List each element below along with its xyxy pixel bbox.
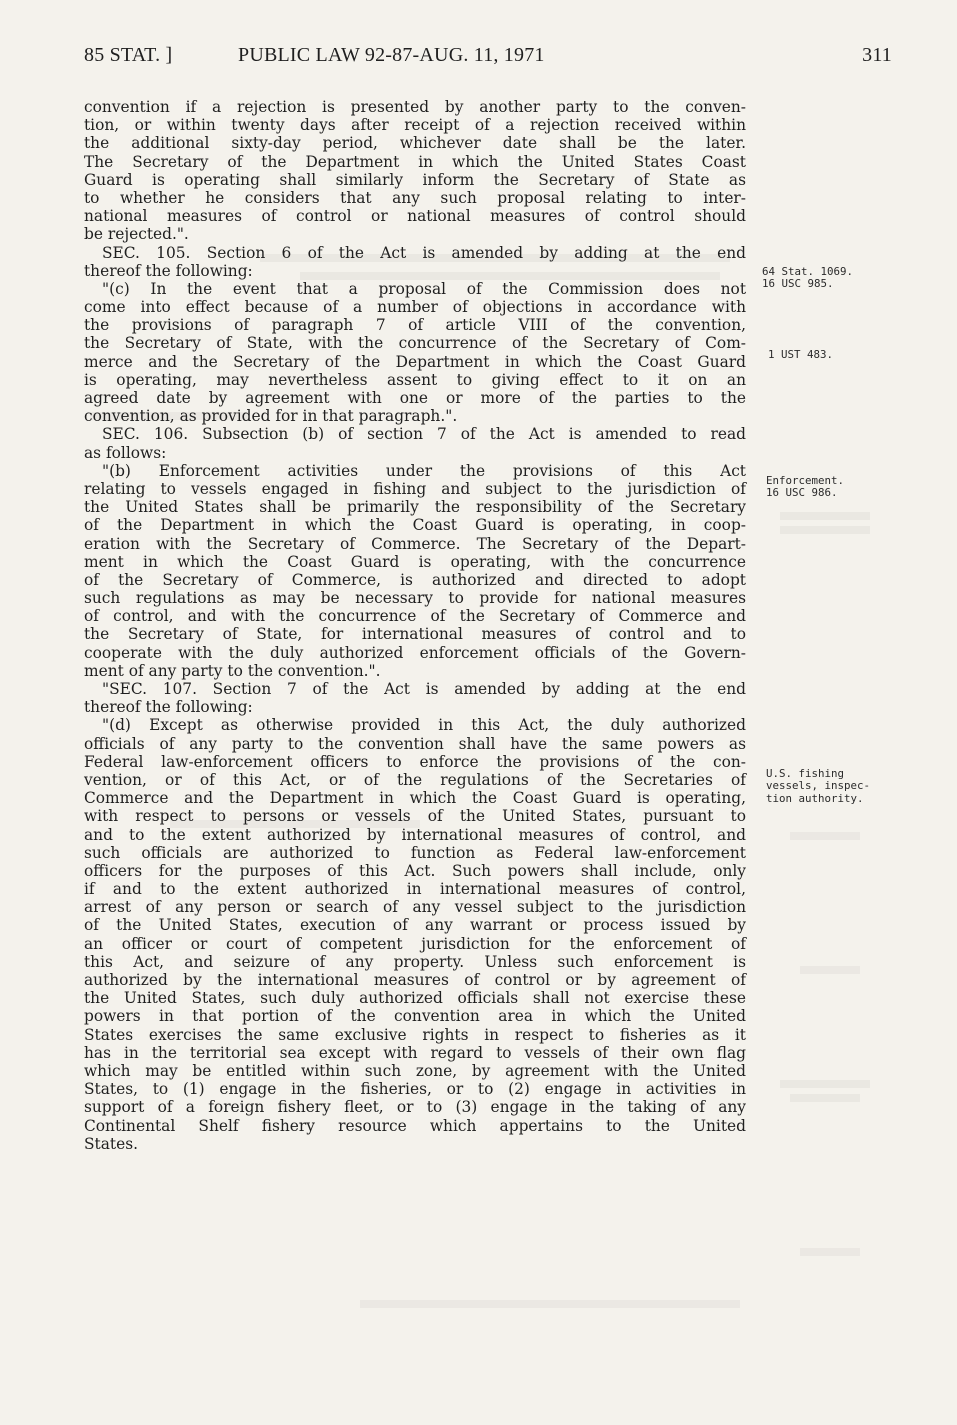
margin-note-line: Enforcement. bbox=[766, 474, 845, 487]
text-line: The Secretary of the Department in which the United States Coast bbox=[84, 152, 746, 171]
text-line: this Act, and seizure of any property. Unless such enforcement is bbox=[84, 952, 746, 971]
text-line: Federal law-enforcement officers to enforce the provisions of the con- bbox=[84, 752, 746, 771]
text-line: cooperate with the duly authorized enforcement officials of the Govern- bbox=[84, 643, 746, 662]
margin-note-stat-1069 bbox=[762, 266, 853, 291]
text-line: to whether he considers that any such proposal relating to inter- bbox=[84, 188, 746, 207]
text-line: merce and the Secretary of the Department in which the Coast Guard bbox=[84, 352, 746, 371]
text-line: come into effect because of a number of objections in accordance with bbox=[84, 298, 746, 317]
text-line: vention, or of this Act, or of the regulations of the Secretaries of bbox=[84, 770, 746, 789]
margin-note-line: 1 UST 483. bbox=[768, 348, 834, 361]
text-line: if and to the extent authorized in international measures of control, bbox=[84, 880, 746, 899]
margin-note-line: tion authority. bbox=[766, 791, 864, 805]
section-105-heading: SEC. 105. Section 6 of the Act is amended by adding at the end bbox=[102, 243, 746, 262]
stat-reference: 85 STAT. ] bbox=[84, 44, 173, 66]
text-line: national measures of control or national measures of control should bbox=[84, 207, 746, 226]
text-line: States. bbox=[84, 1134, 138, 1153]
text-line: the provisions of paragraph 7 of article VIII of the convention, bbox=[84, 316, 746, 335]
section-107-heading: "SEC. 107. Section 7 of the Act is amended by adding at the end bbox=[102, 680, 746, 698]
text-line: tion, or within twenty days after receipt of a rejection received within bbox=[84, 116, 746, 135]
margin-note-enforcement bbox=[766, 475, 844, 500]
text-line: officials of any party to the convention shall have the same powers as bbox=[84, 734, 746, 753]
margin-note-ust-483 bbox=[768, 349, 833, 361]
text-line: eration with the Secretary of Commerce. The Secretary of the Depart- bbox=[84, 534, 746, 553]
text-line: with respect to persons or vessels of the United States, pursuant to bbox=[84, 807, 746, 826]
text-line: an officer or court of competent jurisdiction for the enforcement of bbox=[84, 934, 746, 953]
text-line: such officials are authorized to function as Federal law-enforcement bbox=[84, 843, 746, 862]
text-line: officers for the purposes of this Act. Such powers shall include, only bbox=[84, 861, 746, 880]
text-line: is operating, may nevertheless assent to giving effect to it on an bbox=[84, 370, 746, 389]
text-line: arrest of any person or search of any vessel subject to the jurisdiction bbox=[84, 898, 746, 917]
page-number: 311 bbox=[862, 44, 892, 66]
text-line: and to the extent authorized by international measures of control, and bbox=[84, 825, 746, 844]
text-line: has in the territorial sea except with regard to vessels of their own flag bbox=[84, 1043, 746, 1062]
text-line: of the Department in which the Coast Guard is operating, in coop- bbox=[84, 516, 746, 535]
text-line: ment of any party to the convention.". bbox=[84, 661, 381, 680]
text-line: as follows: bbox=[84, 443, 167, 462]
text-line: agreed date by agreement with one or more of the parties to the bbox=[84, 389, 746, 407]
section-106-heading: SEC. 106. Subsection (b) of section 7 of the Act is amended to read bbox=[102, 425, 746, 444]
text-line: Continental Shelf fishery resource which appertains to the United bbox=[84, 1116, 746, 1135]
text-line: of the Secretary of Commerce, is authorized and directed to adopt bbox=[84, 570, 746, 589]
text-line: thereof the following: bbox=[84, 698, 253, 717]
text-line: powers in that portion of the convention area in which the United bbox=[84, 1007, 746, 1026]
text-line: "(d) Except as otherwise provided in this Act, the duly authorized bbox=[102, 716, 746, 735]
text-line: Guard is operating shall similarly inform the Secretary of State as bbox=[84, 170, 746, 189]
text-line: Commerce and the Department in which the Coast Guard is operating, bbox=[84, 789, 746, 808]
page-header bbox=[84, 44, 892, 76]
text-line: the United States shall be primarily the responsibility of the Secretary bbox=[84, 498, 746, 517]
statute-body bbox=[84, 98, 746, 1153]
text-line: relating to vessels engaged in fishing and subject to the jurisdiction of bbox=[84, 479, 746, 498]
text-line: convention, as provided for in that paragraph.". bbox=[84, 407, 458, 426]
margin-note-fishing-vessels bbox=[766, 768, 870, 805]
law-title: PUBLIC LAW 92-87-AUG. 11, 1971 bbox=[238, 44, 545, 66]
text-line: be rejected.". bbox=[84, 225, 189, 244]
text-line: convention if a rejection is presented by another party to the conven- bbox=[84, 98, 746, 116]
text-line: States exercises the same exclusive rights in respect to fisheries as it bbox=[84, 1025, 746, 1044]
margin-note-line: 16 USC 986. bbox=[766, 486, 838, 500]
text-line: ment in which the Coast Guard is operating, with the concurrence bbox=[84, 552, 746, 571]
text-line: which may be entitled within such zone, by agreement with the United bbox=[84, 1061, 746, 1080]
text-line: such regulations as may be necessary to provide for national measures bbox=[84, 589, 746, 608]
text-line: States, to (1) engage in the fisheries, or to (2) engage in activities in bbox=[84, 1080, 746, 1099]
text-line: authorized by the international measures of control or by agreement of bbox=[84, 971, 746, 989]
text-line: support of a foreign fishery fleet, or to (3) engage in the taking of any bbox=[84, 1098, 746, 1117]
text-line: the Secretary of State, with the concurrence of the Secretary of Com- bbox=[84, 334, 746, 353]
text-line: "(b) Enforcement activities under the provisions of this Act bbox=[102, 461, 746, 480]
margin-note-line: 16 USC 985. bbox=[762, 277, 834, 291]
text-line: thereof the following: bbox=[84, 261, 253, 280]
margin-note-line: vessels, inspec- bbox=[766, 779, 871, 793]
margin-note-line: 64 Stat. 1069. bbox=[762, 265, 854, 278]
text-line: of the United States, execution of any warrant or process issued by bbox=[84, 916, 746, 935]
margin-note-line: U.S. fishing bbox=[766, 767, 845, 780]
text-line: "(c) In the event that a proposal of the Commission does not bbox=[102, 279, 746, 298]
text-line: the Secretary of State, for international measures of control and to bbox=[84, 625, 746, 644]
text-line: the United States, such duly authorized officials shall not exercise these bbox=[84, 989, 746, 1008]
text-line: the additional sixty-day period, whichever date shall be the later. bbox=[84, 134, 746, 153]
text-line: of control, and with the concurrence of the Secretary of Commerce and bbox=[84, 607, 746, 626]
